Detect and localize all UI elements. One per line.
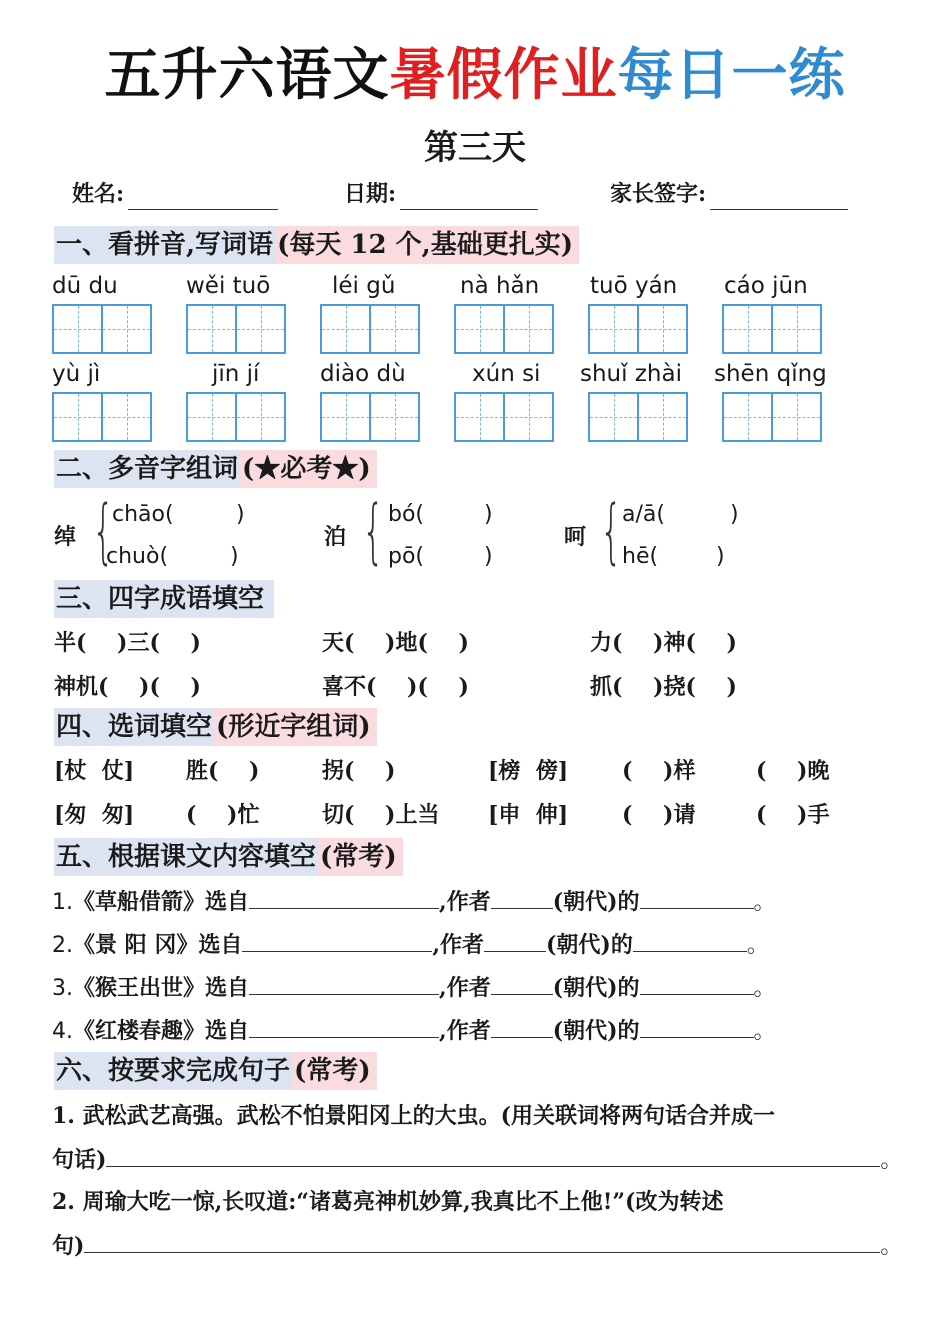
section-5-note: (常考)	[318, 838, 403, 876]
word-group: [榜 傍]	[488, 758, 569, 784]
title-part-grade: 五升六语文	[104, 43, 390, 108]
page-title	[0, 40, 950, 112]
text-title: 《红楼春趣》	[73, 1018, 206, 1044]
polyphone-char: 绰	[54, 524, 77, 550]
pinyin-2: wěi tuō	[186, 273, 271, 299]
fill-blank[interactable]: 拐( )	[322, 758, 396, 784]
title-part-summer: 暑假作业	[389, 43, 618, 108]
answer-blank[interactable]	[491, 886, 553, 909]
writing-grid[interactable]	[52, 392, 152, 442]
brace-icon: {	[92, 490, 115, 572]
polyphone-paren-close[interactable]: )	[236, 502, 245, 527]
author-label: ,作者	[432, 932, 485, 958]
word-group: [匆 匆]	[54, 802, 135, 828]
idiom-blank[interactable]: 神机( )( )	[54, 674, 201, 700]
word-group: [申 伸]	[488, 802, 569, 828]
polyphone-reading: chāo(	[112, 502, 174, 527]
answer-blank[interactable]	[249, 972, 439, 995]
idiom-blank[interactable]: 抓( )挠( )	[590, 674, 737, 700]
section-6-note: (常考)	[292, 1052, 377, 1090]
fill-blank[interactable]: 胜( )	[186, 758, 260, 784]
polyphone-paren-close[interactable]: )	[716, 544, 725, 569]
text-title: 《景 阳 冈》	[73, 932, 199, 958]
section-4-note: (形近字组词)	[214, 708, 377, 746]
fill-blank[interactable]: ( )晚	[756, 758, 830, 784]
section-5-title: 五、根据课文内容填空	[54, 838, 318, 876]
sentence-task-1: 1. 武松武艺高强。武松不怕景阳冈上的大虫。(用关联词将两句话合并成一	[52, 1103, 776, 1129]
answer-blank[interactable]	[633, 929, 747, 952]
writing-grid[interactable]	[320, 304, 420, 354]
from-label: 选自	[205, 889, 250, 915]
period: 。	[880, 1148, 903, 1173]
parent-signature-field[interactable]	[610, 178, 848, 210]
answer-blank[interactable]	[106, 1144, 880, 1167]
author-label: ,作者	[439, 1018, 491, 1044]
section-4-title: 四、选词填空	[54, 708, 214, 746]
from-label: 选自	[205, 975, 250, 1001]
answer-blank[interactable]	[249, 1015, 439, 1038]
idiom-blank[interactable]: 天( )地( )	[322, 630, 469, 656]
dynasty-label: (朝代)的	[552, 889, 640, 915]
question-number: 3.	[52, 976, 73, 1001]
writing-grid[interactable]	[588, 392, 688, 442]
polyphone-reading: bó(	[388, 502, 425, 527]
from-label: 选自	[205, 1018, 250, 1044]
writing-grid[interactable]	[722, 304, 822, 354]
answer-blank[interactable]	[242, 929, 432, 952]
text-question-4	[52, 1013, 776, 1050]
date-field[interactable]	[344, 178, 538, 210]
question-number: 2.	[52, 933, 73, 958]
polyphone-paren-close[interactable]: )	[484, 502, 493, 527]
section-1-note: (每天 12 个,基础更扎实)	[275, 226, 579, 264]
sentence-answer-1	[52, 1142, 902, 1179]
polyphone-paren-close[interactable]: )	[730, 502, 739, 527]
pinyin-10: xún si	[472, 361, 541, 387]
date-label: 日期:	[344, 181, 397, 207]
text-title: 《草船借箭》	[73, 889, 206, 915]
answer-blank[interactable]	[249, 886, 439, 909]
fill-blank[interactable]: ( )忙	[186, 802, 260, 828]
from-label: 选自	[198, 932, 243, 958]
brace-icon: {	[362, 490, 385, 572]
answer-blank[interactable]	[640, 1015, 754, 1038]
text-title: 《猴王出世》	[73, 975, 206, 1001]
writing-grid[interactable]	[588, 304, 688, 354]
polyphone-paren-close[interactable]: )	[484, 544, 493, 569]
writing-grid[interactable]	[186, 304, 286, 354]
fill-blank[interactable]: ( )请	[622, 802, 696, 828]
name-label: 姓名:	[72, 181, 125, 207]
idiom-blank[interactable]: 力( )神( )	[590, 630, 737, 656]
fill-blank[interactable]: 切( )上当	[322, 802, 440, 828]
polyphone-paren-close[interactable]: )	[230, 544, 239, 569]
writing-grid[interactable]	[722, 392, 822, 442]
section-1-title: 一、看拼音,写词语	[54, 226, 275, 264]
sentence-lead: 句话)	[52, 1147, 107, 1173]
parent-signature-label: 家长签字:	[610, 181, 707, 207]
author-label: ,作者	[439, 975, 491, 1001]
sentence-answer-2	[52, 1228, 902, 1265]
polyphone-reading: chuò(	[106, 544, 169, 569]
text-question-1	[52, 884, 776, 921]
sentence-lead: 句)	[52, 1233, 85, 1259]
idiom-blank[interactable]: 半( )三( )	[54, 630, 201, 656]
section-6-title: 六、按要求完成句子	[54, 1052, 292, 1090]
pinyin-6: cáo jūn	[724, 273, 808, 299]
section-1-heading	[52, 226, 579, 264]
pinyin-4: nà hǎn	[460, 273, 540, 299]
period: 。	[880, 1234, 903, 1259]
answer-blank[interactable]	[484, 929, 546, 952]
answer-blank[interactable]	[491, 972, 553, 995]
brace-icon: {	[600, 490, 623, 572]
section-2-heading	[52, 450, 377, 488]
question-number: 1.	[52, 890, 73, 915]
title-part-daily: 每日一练	[617, 43, 846, 108]
pinyin-5: tuō yán	[590, 273, 678, 299]
answer-blank[interactable]	[84, 1230, 880, 1253]
writing-grid[interactable]	[186, 392, 286, 442]
dynasty-label: (朝代)的	[552, 975, 640, 1001]
text-question-3	[52, 970, 776, 1007]
author-label: ,作者	[439, 889, 491, 915]
dynasty-label: (朝代)的	[546, 932, 633, 958]
pinyin-8: jīn jí	[212, 361, 260, 387]
writing-grid[interactable]	[52, 304, 152, 354]
idiom-blank[interactable]: 喜不( )( )	[322, 674, 469, 700]
dynasty-label: (朝代)的	[552, 1018, 640, 1044]
section-4-heading	[52, 708, 377, 746]
day-subtitle: 第三天	[424, 128, 526, 168]
writing-grid[interactable]	[454, 304, 554, 354]
sentence-task-2: 2. 周瑜大吃一惊,长叹道:“诸葛亮神机妙算,我真比不上他!”(改为转述	[52, 1189, 724, 1215]
question-number: 4.	[52, 1019, 73, 1044]
text-question-2	[52, 927, 769, 964]
polyphone-reading: pō(	[388, 544, 425, 569]
pinyin-11: shuǐ zhài	[580, 361, 682, 387]
period: 。	[753, 976, 776, 1001]
answer-blank[interactable]	[640, 972, 754, 995]
pinyin-12: shēn qǐng	[714, 361, 827, 387]
fill-blank[interactable]: ( )手	[756, 802, 830, 828]
word-group: [杖 仗]	[54, 758, 135, 784]
polyphone-reading: a/ā(	[622, 502, 665, 527]
name-field[interactable]	[72, 178, 278, 210]
section-3-heading	[52, 580, 274, 618]
fill-blank[interactable]: ( )样	[622, 758, 696, 784]
writing-grid[interactable]	[454, 392, 554, 442]
polyphone-reading: hē(	[622, 544, 659, 569]
section-5-heading	[52, 838, 403, 876]
pinyin-7: yù jì	[52, 361, 101, 387]
period: 。	[753, 1019, 776, 1044]
polyphone-char: 呵	[564, 524, 587, 550]
period: 。	[753, 890, 776, 915]
answer-blank[interactable]	[491, 1015, 553, 1038]
pinyin-1: dū du	[52, 273, 118, 299]
section-3-title: 三、四字成语填空	[54, 580, 274, 618]
section-2-note: (★必考★)	[240, 450, 377, 488]
pinyin-9: diào dù	[320, 361, 406, 387]
pinyin-3: léi gǔ	[332, 273, 396, 299]
period: 。	[746, 933, 769, 958]
writing-grid[interactable]	[320, 392, 420, 442]
section-6-heading	[52, 1052, 377, 1090]
answer-blank[interactable]	[640, 886, 754, 909]
section-2-title: 二、多音字组词	[54, 450, 240, 488]
polyphone-char: 泊	[324, 524, 347, 550]
